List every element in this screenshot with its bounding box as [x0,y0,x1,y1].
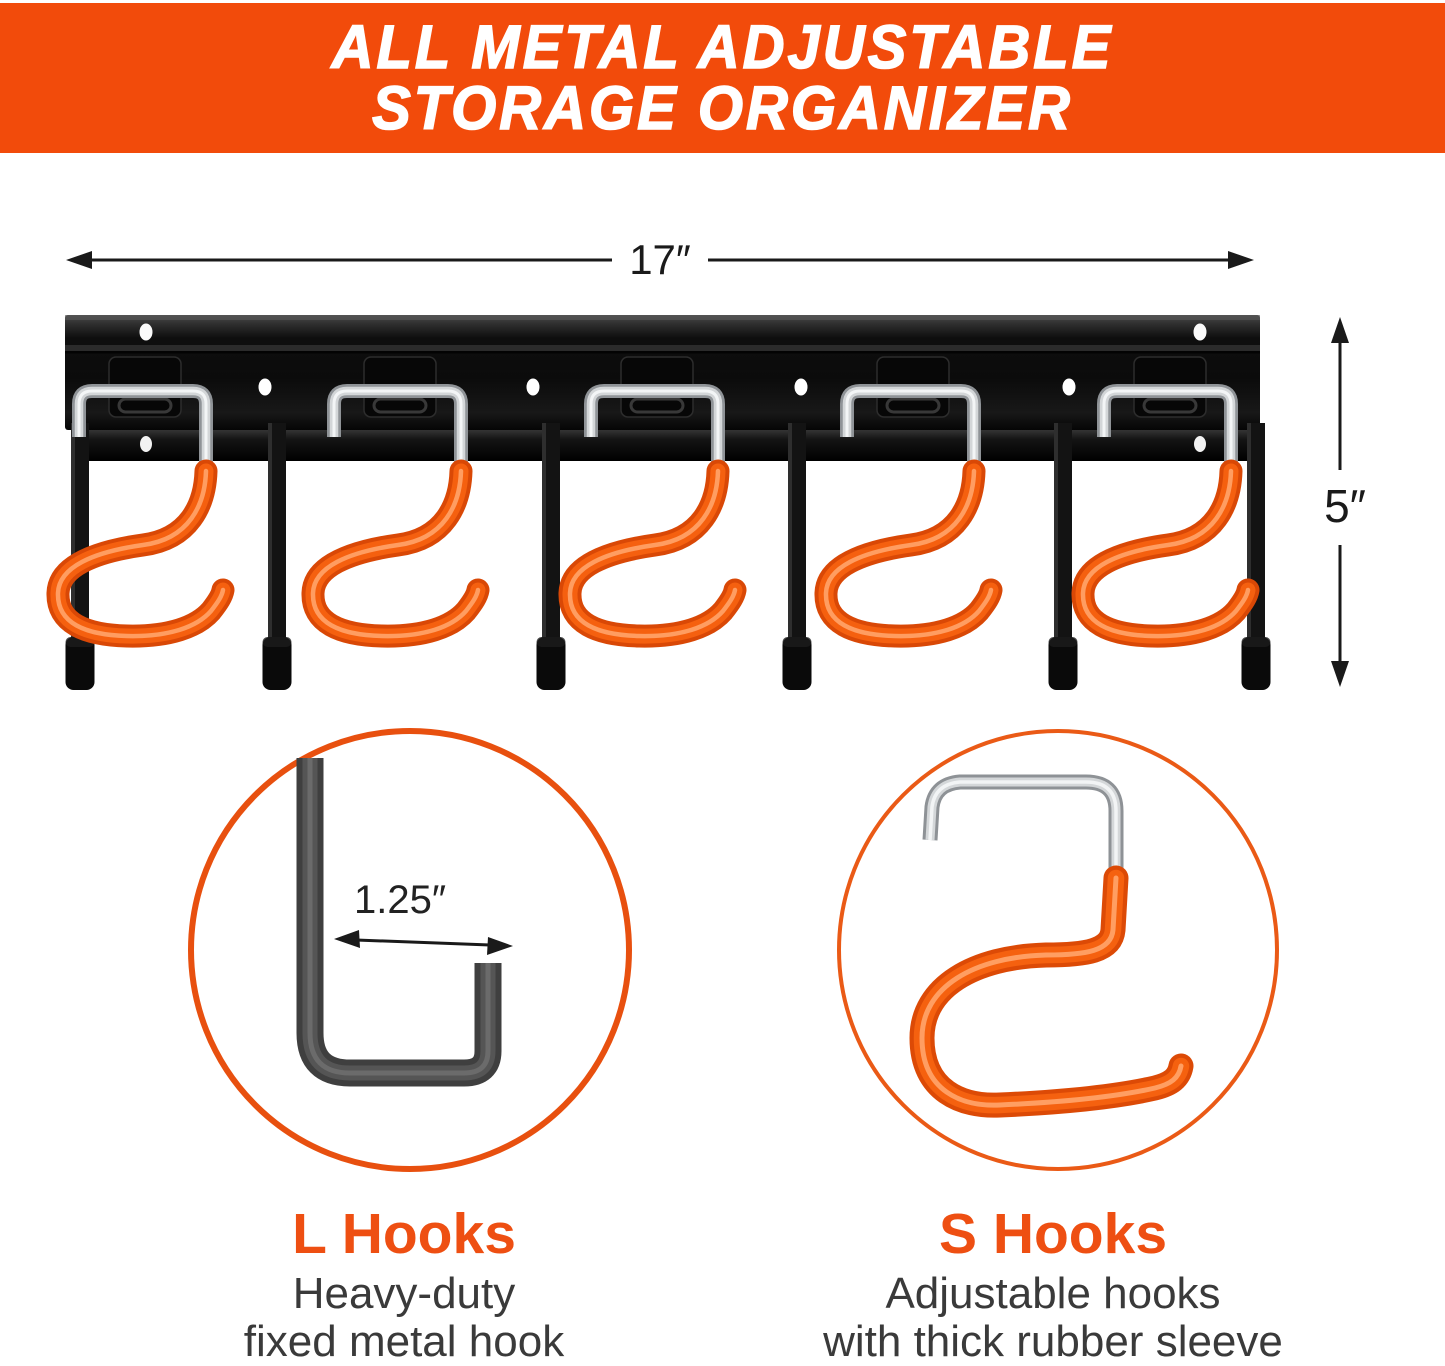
banner [0,3,1445,153]
banner-line-2: STORAGE ORGANIZER [372,74,1073,143]
feature-l-hooks-desc-line-2: fixed metal hook [243,1317,565,1366]
l-hook-3 [537,423,566,690]
feature-s-hooks-title: S Hooks [938,1202,1168,1266]
height-dimension-arrowhead-bottom [1331,661,1349,687]
feature-s-hooks-desc-line-1: Adjustable hooks [885,1269,1221,1318]
l-hook-4 [783,423,812,690]
detail-circle-border [191,731,629,1169]
rail-groove [65,345,1260,351]
screw-hole [795,379,808,396]
l-hook-5 [1049,423,1078,690]
screw-hole [1063,379,1076,396]
s-hook-2 [313,357,478,636]
feature-l-hooks-desc-line-1: Heavy-duty [292,1269,516,1318]
feature-s-hooks-desc-line-2: with thick rubber sleeve [823,1317,1283,1366]
height-dimension-arrowhead-top [1331,317,1349,343]
width-dimension-arrowhead-right [1228,251,1254,269]
s-hook-detail-circle [839,731,1277,1169]
screw-hole [1194,324,1207,341]
width-dimension-arrowhead-left [66,251,92,269]
feature-s-hooks [753,1204,1353,1366]
hook-gap-label: 1.25″ [353,878,447,922]
feature-l-hooks-title: L Hooks [292,1202,516,1266]
height-dimension [1324,317,1366,687]
banner-line-1: ALL METAL ADJUSTABLE [331,12,1114,82]
width-dimension [66,236,1254,283]
s-hook-3 [570,357,735,636]
rail-top-edge [65,315,1260,320]
screw-hole [140,324,153,341]
rail-groove-shadow [65,351,1260,354]
s-hook-5 [1083,357,1248,636]
height-dimension-label: 5″ [1324,480,1366,532]
l-hook-2 [263,423,292,690]
screw-hole [527,379,540,396]
s-hook-4 [826,357,991,636]
screw-hole [259,379,272,396]
l-hook-detail-circle [191,731,629,1169]
product-diagram [0,195,1445,1215]
width-dimension-label: 17″ [629,236,691,283]
rail-lip [72,430,1259,461]
l-hook-6 [1242,423,1271,690]
screw-hole [140,436,152,452]
screw-hole [1194,436,1206,452]
feature-l-hooks [104,1204,704,1366]
